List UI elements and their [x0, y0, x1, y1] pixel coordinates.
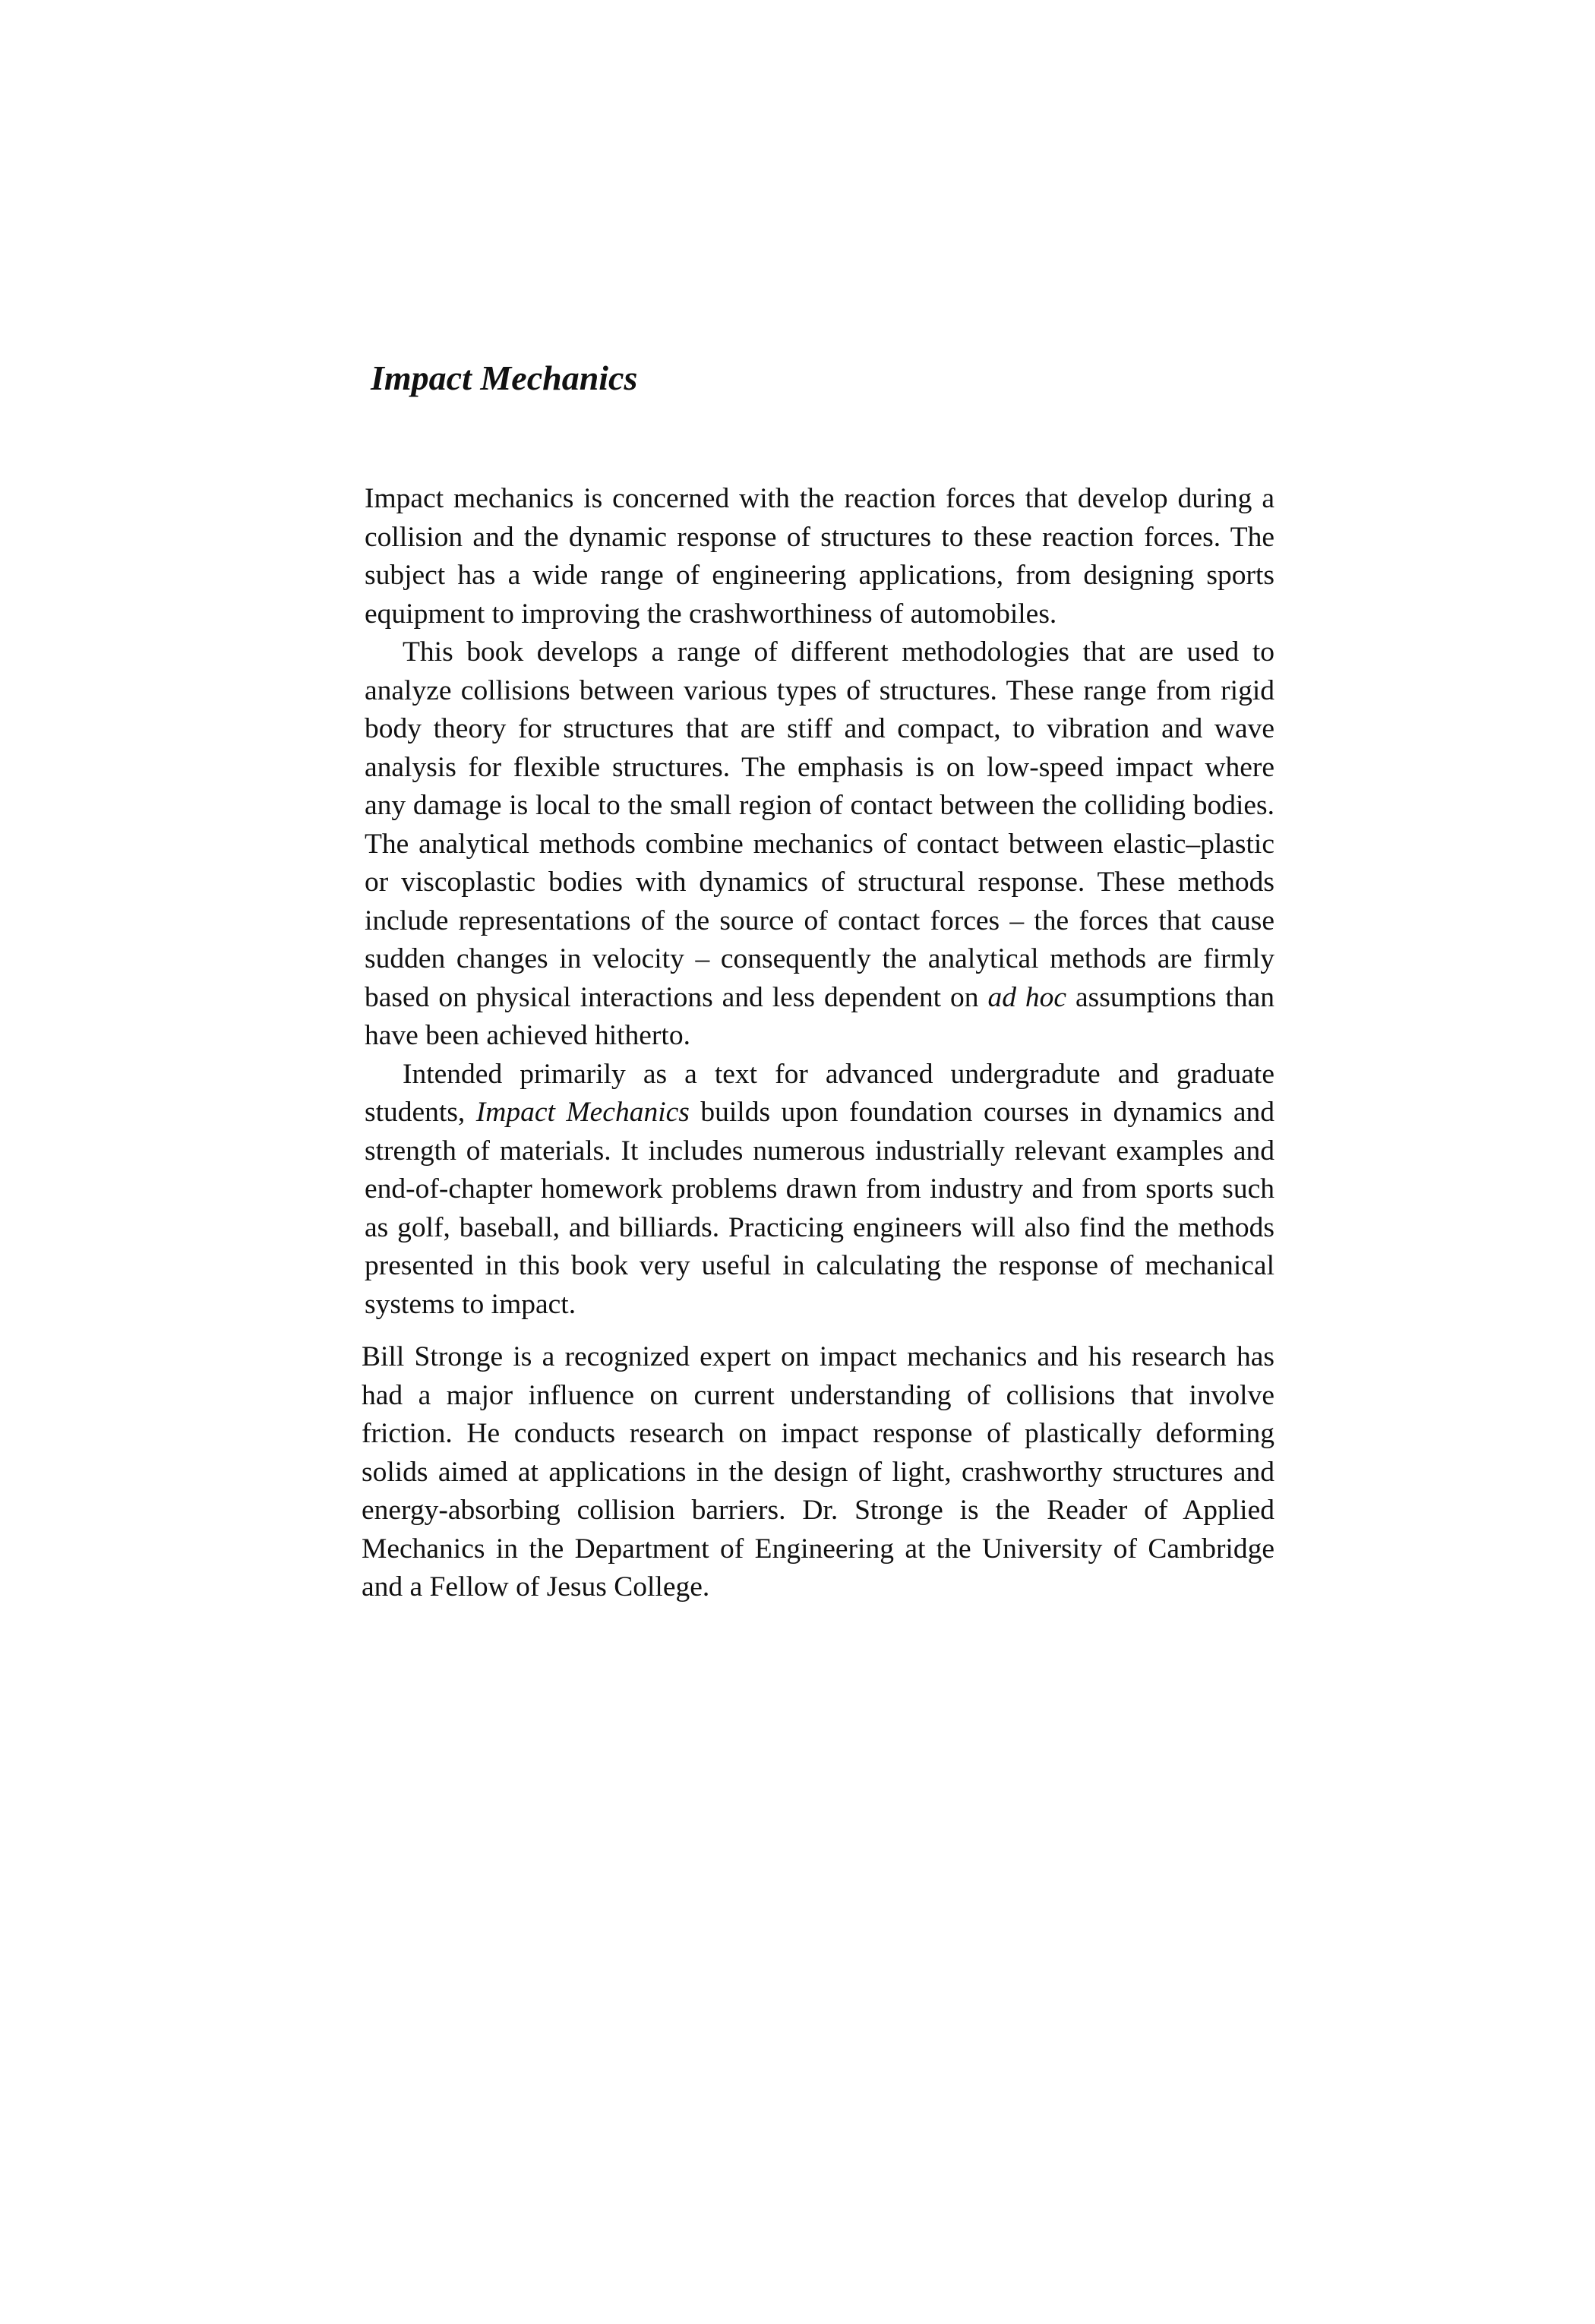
- description-paragraph-3-text: Intended primarily as a text for advanced undergradute and graduate students,: [365, 1058, 1274, 1128]
- description-paragraph-2-text: This book develops a range of different methodologies that are used to analyze collisions between various types of structures. These range from rigid body theory for structures that are stiff and compact, to vibration and wave analysis for flexible structures. The emphasis is on low-speed impact where any damage is local to the small region of contact between the colliding bodies. The analytical methods combine mechanics of contact between elastic–plastic or viscoplastic bodies with dynamics of structural response. These methods include representations of the source of contact forces – the forces that cause sudden changes in velocity – consequently the analytical methods are firmly based on physical interactions and less dependent on: [365, 636, 1274, 1013]
- page-title: Impact Mechanics: [371, 358, 638, 397]
- description-paragraph-3: [365, 1056, 1274, 1325]
- description-paragraph-2-end: assumptions than have been achieved hitherto.: [365, 981, 1274, 1051]
- description-paragraph-3-end: builds upon foundation courses in dynamics and strength of materials. It includes numerous industrially relevant examples and end-of-chapter homework problems drawn from industry and from sports such as golf, baseball, and billiards. Practicing engineers will also find the methods presented in this book very useful in calculating the response of mechanical systems to impact.: [365, 1097, 1274, 1320]
- description-paragraph-2-italic: ad hoc: [987, 981, 1067, 1013]
- description-paragraph-1: Impact mechanics is concerned with the reaction forces that develop during a collision and the dynamic response of structures to these reaction forces. The subject has a wide range of engineering applications, from designing sports equipment to improving the crashworthiness of automobiles.: [365, 483, 1274, 630]
- author-bio: [362, 1338, 1274, 1607]
- author-bio-paragraph: Bill Stronge is a recognized expert on impact mechanics and his research has had a major influence on current understanding of collisions that involve friction. He conducts research on impact response of plastically deforming solids aimed at applications in the design of light, crashworthy structures and energy-absorbing collision barriers. Dr. Stronge is the Reader of Applied Mechanics in the Department of Engineering at the University of Cambridge and a Fellow of Jesus College.: [362, 1341, 1274, 1602]
- book-description: [365, 480, 1274, 1324]
- description-paragraph-2: [365, 633, 1274, 1056]
- description-paragraph-3-italic: Impact Mechanics: [475, 1097, 690, 1128]
